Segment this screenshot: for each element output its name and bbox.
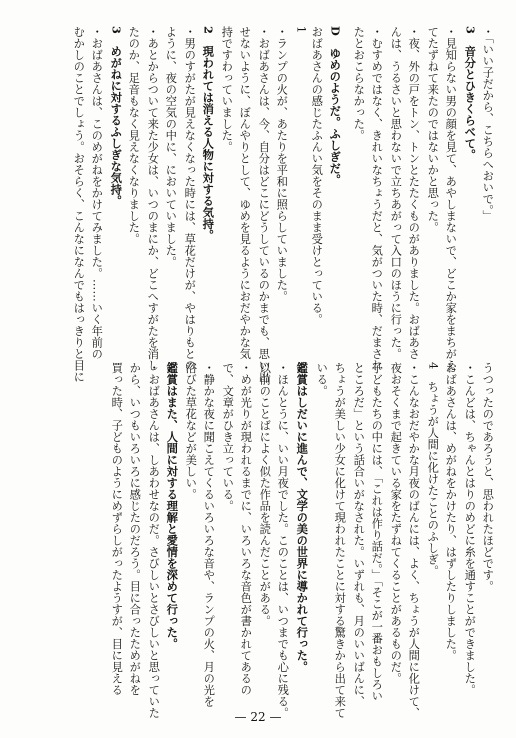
lower-column: ・静かな夜に聞こえてくるいろいろな音や、ランプの火、月の光を [202, 362, 216, 707]
upper-column: ・むすめではなく、きれいなちょうだと、気がついた時、だまされ [370, 26, 384, 371]
upper-column: ・「いい子だから、こちらへおいで。」 [481, 26, 495, 222]
lower-column: ・おばあさんは、しあわせなのだ。さびしいとさびしいと思っていた [147, 362, 161, 719]
lower-column: 浴びた草花などが美しい。 [184, 362, 198, 500]
page-number: — 22 — [234, 710, 282, 724]
lower-column: 鑑賞はまた、人間に対する理解と愛情を深めて行った。 [165, 362, 180, 650]
upper-column: てたずねて来たのではないかと思った。 [426, 26, 440, 233]
lower-column: 買った時、子どものようにめずらしがったようすが、目に見える [110, 362, 124, 696]
lower-column: ところだ」という話合いがなされた。いずれも、月のいいばんに、 [352, 362, 366, 707]
upper-column: 1 [294, 26, 308, 34]
lower-column: 夜おそくまで起きている家をたずねてくることがあるものだ。 [389, 362, 403, 684]
lower-column: 鑑賞はしだいに進んで、文学の美の世界に導かれて行った。 [295, 362, 310, 673]
upper-column: ・あとからついて来た少女は、いつのまにか、どこへすがたを消し [146, 26, 160, 371]
upper-column: んは、うるさいと思わないで立ちあがって入口のほうに行った。 [389, 26, 403, 360]
upper-column: ・男のすがたが見えなくなった時には、草花だけが、やはりもとの [183, 26, 197, 371]
lower-column: うつったのであろうと、思われたほどです。 [481, 362, 495, 592]
upper-column: ・ランプの火が、あたりを平和に照らしていました。 [275, 26, 289, 302]
upper-column: たのか、足音もなく見えなくなりました。 [127, 26, 141, 245]
lower-column: ・ほんとうに、いい月夜でした。このことは、いつまでも心に残る。 [276, 362, 290, 719]
upper-column: おばあさんの感じたふんい気をそのまま受けとっている。 [310, 26, 324, 325]
upper-column: 3 めがねに対するふしぎな気持。 [109, 26, 124, 207]
lower-column: から、いつもいろいろに感じたのだろう。目に合ったためがねを [128, 362, 142, 696]
upper-column: ・夜、外の戸をトン、トンとたたくものがありました。おばあさ [407, 26, 421, 360]
lower-column: で、文章がひき立っている。 [221, 362, 235, 512]
upper-column: 持ですわっていました。 [220, 26, 234, 153]
lower-column: 子どもたちの中には、「これは作り話だ。」「そこが一番おもしろい [370, 362, 384, 702]
lower-column: ・こんどは、ちゃんとはりのめどに糸を通すことができました。 [463, 362, 477, 696]
upper-column: D ゆめのようだ。ふしぎだ。 [328, 26, 343, 186]
upper-column: 3 音分とひきくらべて。 [463, 26, 478, 161]
lower-column: 以前のことばによく似た作品を読んだことがある。 [258, 362, 272, 627]
upper-column: ・おばあさんは、今、自分はどこにどうしているのかまでも、思い出 [257, 26, 271, 383]
lower-column: 4 ちょうが人間に化けたことのふしぎ。 [426, 362, 440, 577]
upper-column: むかしのことでしょう。おそらく、こんなになんでもはっきりと目に [72, 26, 86, 383]
lower-column: ・めが光りが現われるまでに、いろいろな音色が書かれてあるの [239, 362, 253, 696]
upper-column: たとおこらなかった。 [352, 26, 366, 141]
upper-column: せないように、ぼんやりとして、ゆめを見るようにおだやかな気 [238, 26, 252, 360]
lower-column: ちょうが美しい少女に化けて現われたことに対する驚きから出て来て [333, 362, 347, 719]
lower-column: ・こんなおだやかな月夜のばんには、よく、ちょうが人間に化けて、 [407, 362, 421, 719]
upper-column: ・おばあさんは、このめがねをかけてみました。……いく年前の [90, 26, 104, 360]
lower-column: いる。 [315, 362, 329, 397]
upper-column: ・見知らない男の顔を見て、あやしまないで、どこか家をまちがえ [444, 26, 458, 371]
upper-column: ように、夜の空気の中に、においていました。 [164, 26, 178, 268]
lower-column: おばあさんは、めがねをかけたり、はずしたりしました。 [444, 362, 458, 661]
upper-column: 2 現われては消える人物に対する気持。 [201, 26, 216, 242]
